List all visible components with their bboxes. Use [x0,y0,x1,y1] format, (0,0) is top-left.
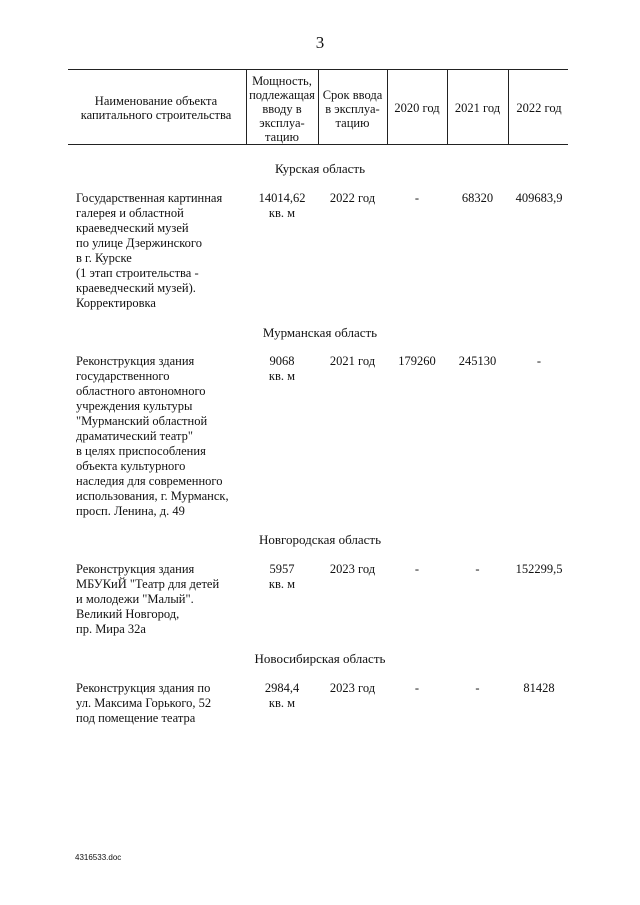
year-2020-cell: - [414,681,420,695]
header-divider [318,69,319,145]
header-divider [387,69,388,145]
header-divider [246,69,247,145]
region-heading: Мурманская область [262,325,378,340]
header-2022: 2022 год [516,101,562,115]
term-cell: 2023 год [329,681,376,695]
term-cell: 2023 год [329,562,376,576]
capacity-cell: 2984,4 кв. м [264,681,300,710]
year-2022-cell: 409683,9 [515,191,563,205]
capacity-cell: 5957 кв. м [268,562,296,591]
term-cell: 2022 год [329,191,376,205]
object-name: Реконструкция здания МБУКиЙ "Театр для детей и молодежи "Малый". Великий Новгород, пр. Мира 32а [76,562,220,636]
object-name: Государственная картинная галерея и областной краеведческий музей по улице Дзержинского в г. Курске (1 этап строительства - краеведческий музей). Корректировка [76,191,223,310]
year-2021-cell: 245130 [458,354,497,368]
year-2021-cell: - [475,562,480,576]
year-2020-cell: - [414,191,420,205]
term-cell: 2021 год [329,354,376,368]
capacity-cell: 14014,62 кв. м [258,191,306,220]
header-name: Наименование объекта капитального строительства [80,94,232,122]
region-heading: Курская область [274,161,365,176]
header-2021: 2021 год [454,101,501,115]
year-2022-cell: 81428 [523,681,555,695]
header-capacity: Мощность, подлежащая вводу в эксплуа-тацию [249,74,315,144]
header-term: Срок ввода в эксплуа-тацию [322,88,383,130]
header-divider [508,69,509,145]
object-name: Реконструкция здания по ул. Максима Горького, 52 под помещение театра [76,681,212,725]
region-heading: Новосибирская область [254,651,386,666]
year-2022-cell: 152299,5 [515,562,563,576]
year-2021-cell: 68320 [461,191,494,205]
region-heading: Новгородская область [258,532,382,547]
year-2021-cell: - [475,681,480,695]
object-name: Реконструкция здания государственного областного автономного учреждения культуры "Мурманский областной драматический театр" в целях приспособления объекта культурного наследия для современного использования, г. Мурманск, просп. Ленина, д. 49 [76,354,229,518]
year-2020-cell: 179260 [398,354,436,368]
header-divider [447,69,448,145]
year-2022-cell: - [536,354,542,368]
capacity-cell: 9068 кв. м [268,354,296,383]
document-footer: 4316533.doc [75,853,122,862]
year-2020-cell: - [414,562,420,576]
page-number: 3 [315,33,325,52]
header-2020: 2020 год [394,101,440,115]
